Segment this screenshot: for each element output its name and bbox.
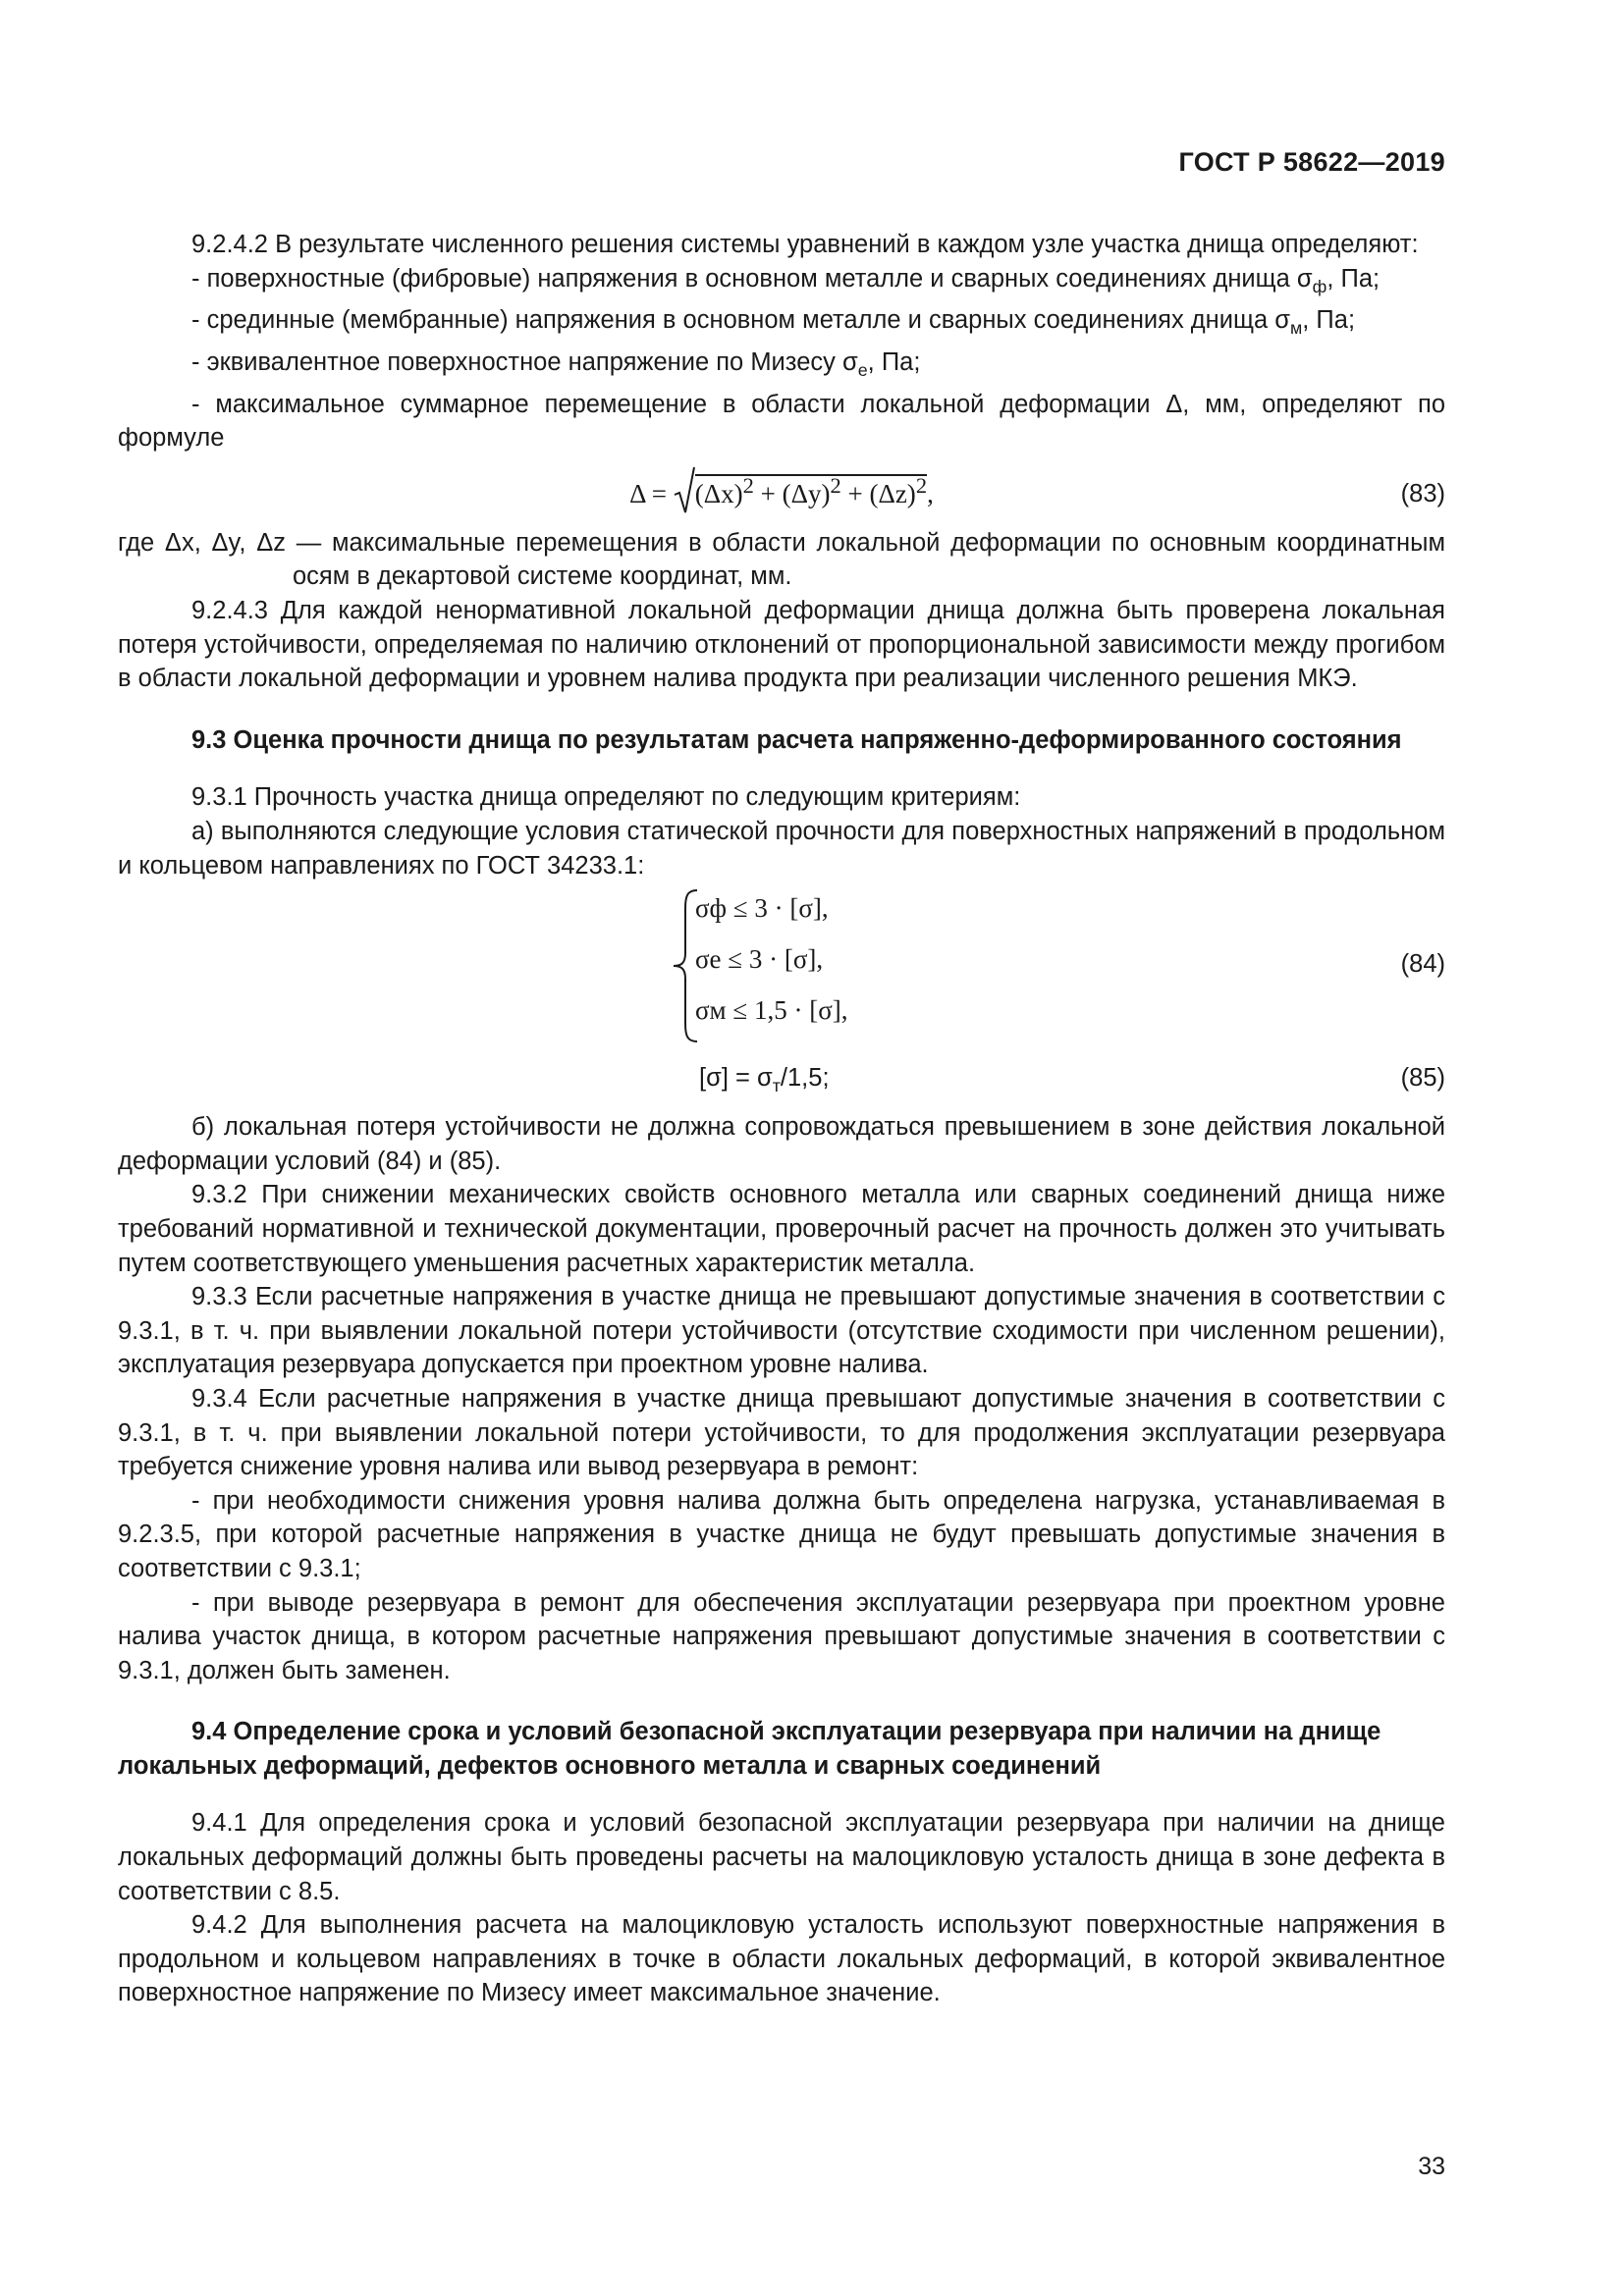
list-item-von-mises-stress: - эквивалентное поверхностное напряжение по Мизесу $\sigma_е$, Па;	[191, 347, 921, 381]
paragraph-9-3-2: 9.3.2 При снижении механических свойств основного металла или сварных соединений днища ниже требований нормативной и технической документации, проверочный расчет на прочность должен это учитывать путем соответствующего уменьшения расчетных характеристик металла.	[118, 1181, 1445, 1277]
list-item-fibrous-stress: - поверхностные (фибровые) напряжения в основном металле и сварных соединениях днища $\sigma_ф$, Па;	[191, 264, 1380, 296]
page-number: 33	[1418, 2153, 1445, 2180]
list-item-max-displacement: - максимальное суммарное перемещение в области локальной деформации Δ, мм, определяют по формуле	[118, 390, 1445, 453]
equation-83	[118, 455, 1445, 526]
paragraph-9-2-4-3: 9.2.4.3 Для каждой ненормативной локальной деформации днища должна быть проверена локальная потеря устойчивости, определяемая по наличию отклонений от пропорциональной зависимости между прогибом в области локальной деформации и уровнем налива продукта при реализации численного решения МКЭ.	[118, 597, 1445, 693]
section-heading-9-3: 9.3 Оценка прочности днища по результатам расчета напряженно-деформированного состояния	[191, 725, 1402, 754]
paragraph-9-4-1: 9.4.1 Для определения срока и условий безопасной эксплуатации резервуара при наличии на днище локальных деформаций должны быть проведены расчеты на малоцикловую усталость днища в зоне дефекта в соответствии с 8.5.	[118, 1809, 1445, 1905]
body-text	[118, 228, 1445, 2010]
paragraph-9-3-1-b: б) локальная потеря устойчивости не должна сопровождаться превышением в зоне действия локальной деформации условий (84) и (85).	[118, 1113, 1445, 1175]
paragraph-9-4-2: 9.4.2 Для выполнения расчета на малоцикловую усталость используют поверхностные напряжения в продольном и кольцевом направлениях в точке в области локальных деформаций, в которой эквивалентное поверхностное напряжение по Мизесу имеет максимальное значение.	[118, 1911, 1445, 2007]
equation-85-number: (85)	[1400, 1064, 1445, 1093]
equation-85	[118, 1049, 1445, 1110]
sqrt-icon	[674, 465, 695, 516]
equation-84-lines	[695, 882, 848, 1036]
paragraph-9-3-4: 9.3.4 Если расчетные напряжения в участке днища превышают допустимые значения в соответствии с 9.3.1, в т. ч. при выявлении локальной потери устойчивости, то для продолжения эксплуатации резервуара требуется снижение уровня налива или вывод резервуара в ремонт:	[118, 1384, 1445, 1481]
equation-83-body: $\Delta = (\Delta x)^2 + (\Delta y)^2 + (\Delta z)^2$,	[118, 465, 1445, 516]
paragraph-9-3-3: 9.3.3 Если расчетные напряжения в участке днища не превышают допустимые значения в соответствии с 9.3.1, в т. ч. при выявлении локальной потери устойчивости (отсутствие сходимости при численном решении), эксплуатация резервуара допускается при проектном уровне налива.	[118, 1283, 1445, 1379]
equation-84-line-2: σе ≤ 3 · [σ],	[695, 944, 824, 975]
paragraph-9-3-1-a: а) выполняются следующие условия статической прочности для поверхностных напряжений в продольном и кольцевом направлениях по ГОСТ 34233.1:	[118, 818, 1445, 880]
equation-84-number: (84)	[1400, 950, 1445, 979]
paragraph-9-3-1: 9.3.1 Прочность участка днища определяют по следующим критериям:	[191, 783, 1021, 812]
section-heading-9-4: 9.4 Определение срока и условий безопасной эксплуатации резервуара при наличии на днище локальных деформаций, дефектов основного металла и сварных соединений	[118, 1718, 1381, 1780]
document-header: ГОСТ Р 58622—2019	[1178, 147, 1445, 177]
equation-84-line-3: σм ≤ 1,5 · [σ],	[695, 995, 848, 1026]
equation-84-line-1: σф ≤ 3 · [σ],	[695, 893, 829, 924]
where-clause-83: где Δx, Δy, Δz — максимальные перемещения в области локальной деформации по основным координатным осям в декартовой системе координат, мм.	[118, 528, 1445, 591]
list-item-repair: - при выводе резервуара в ремонт для обеспечения эксплуатации резервуара при проектном уровне налива участок днища, в котором расчетные напряжения превышают допустимые значения в соответствии с 9.3.1, должен быть заменен.	[118, 1588, 1445, 1684]
list-item-membrane-stress: - срединные (мембранные) напряжения в основном металле и сварных соединениях днища $\sigma_м$, Па;	[191, 306, 1356, 339]
paragraph-9-2-4-2: 9.2.4.2 В результате численного решения системы уравнений в каждом узле участка днища определяют:	[191, 231, 1419, 258]
equation-83-number: (83)	[1400, 479, 1445, 507]
list-item-reduce-level: - при необходимости снижения уровня налива должна быть определена нагрузка, устанавливаемая в 9.2.3.5, при которой расчетные напряжения в участке днища не будут превышать допустимые значения в соответствии с 9.3.1;	[118, 1486, 1445, 1582]
equation-85-body: $[\sigma] = \sigma_т/1,5$;	[699, 1064, 830, 1096]
equation-84	[118, 882, 1445, 1049]
